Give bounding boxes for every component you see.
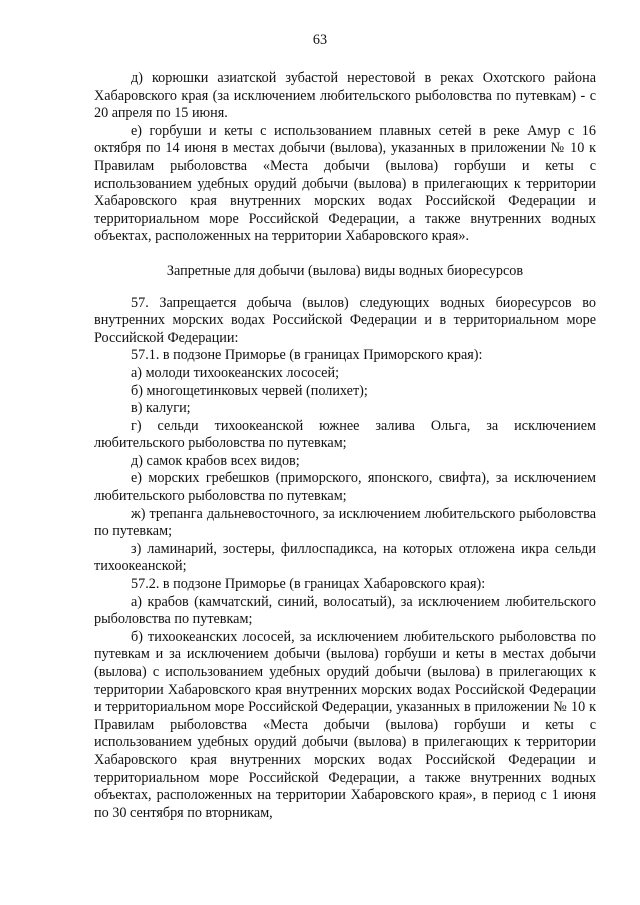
list-item-571-a: а) молоди тихоокеанских лососей; [131,364,340,381]
list-item-572-a: а) крабов (камчатский, синий, волосатый), за исключением любительского рыболовства по путевкам; [94,593,596,628]
list-item-571-c: в) калуги; [131,400,191,417]
section-heading: Запретные для добычи (вылова) виды водных биоресурсов [166,262,524,279]
list-item-571-d: г) сельди тихоокеанской южнее залива Ольга, за исключением любительского рыболовства по путевкам; [94,417,596,452]
list-item-571-h: з) ламинарий, зостеры, филлоспадикса, на которых отложена икра сельди тихоокеанской; [94,540,596,575]
subsection-57-2-title: 57.2. в подзоне Приморье (в границах Хабаровского края): [131,576,486,593]
list-item-571-e: д) самок крабов всех видов; [131,452,300,469]
paragraph-d-smelt: д) корюшки азиатской зубастой нерестовой в реках Охотского района Хабаровского края (за исключением любительского рыболовства по путевкам) - с 20 апреля по 15 июня. [94,70,596,122]
page-number: 63 [312,32,328,48]
list-item-571-f: е) морских гребешков (приморского, японского, свифта), за исключением любительского рыболовства по путевкам; [94,470,596,505]
document-body [94,70,596,822]
list-item-571-g: ж) трепанга дальневосточного, за исключением любительского рыболовства по путевкам; [94,505,596,540]
list-item-571-b: б) многощетинковых червей (полихет); [131,382,368,399]
article-57-intro: 57. Запрещается добыча (вылов) следующих водных биоресурсов во внутренних морских водах Российской Федерации и в территориальном море Российской Федерации: [94,294,596,346]
subsection-57-1-title: 57.1. в подзоне Приморье (в границах Приморского края): [131,347,483,364]
list-item-572-b: б) тихоокеанских лососей, за исключением любительского рыболовства по путевкам и за исключением добычи (вылова) горбуши и кеты в местах добычи (вылова) с использованием удебных орудий добычи (вылова) в прилегающих к территории Хабаровского края внутренних морских водах Российской Федерации и территориальном море Российской Федерации, указанных в приложении № 10 к Правилам рыболовства «Места добычи (вылова) горбуши и кеты с использованием удебных орудий добычи (вылова) в прилегающих к территории Хабаровского края внутренних морских водах Российской Федерации и территориальном море Российской Федерации, а также внутренних водных объектах, расположенных на территории Хабаровского края», в период с 1 июня по 30 сентября по вторникам, [94,628,596,821]
paragraph-e-pink-chum-salmon: е) горбуши и кеты с использованием плавных сетей в реке Амур с 16 октября по 14 июня в местах добычи (вылова), указанных в приложении № 10 к Правилам рыболовства «Места добычи (вылова) горбуши и кеты с использованием удебных орудий добычи (вылова) в прилегающих к территории Хабаровского края внутренних морских водах Российской Федерации и территориальном море Российской Федерации, а также внутренних водных объектах, расположенных на территории Хабаровского края». [94,122,596,245]
